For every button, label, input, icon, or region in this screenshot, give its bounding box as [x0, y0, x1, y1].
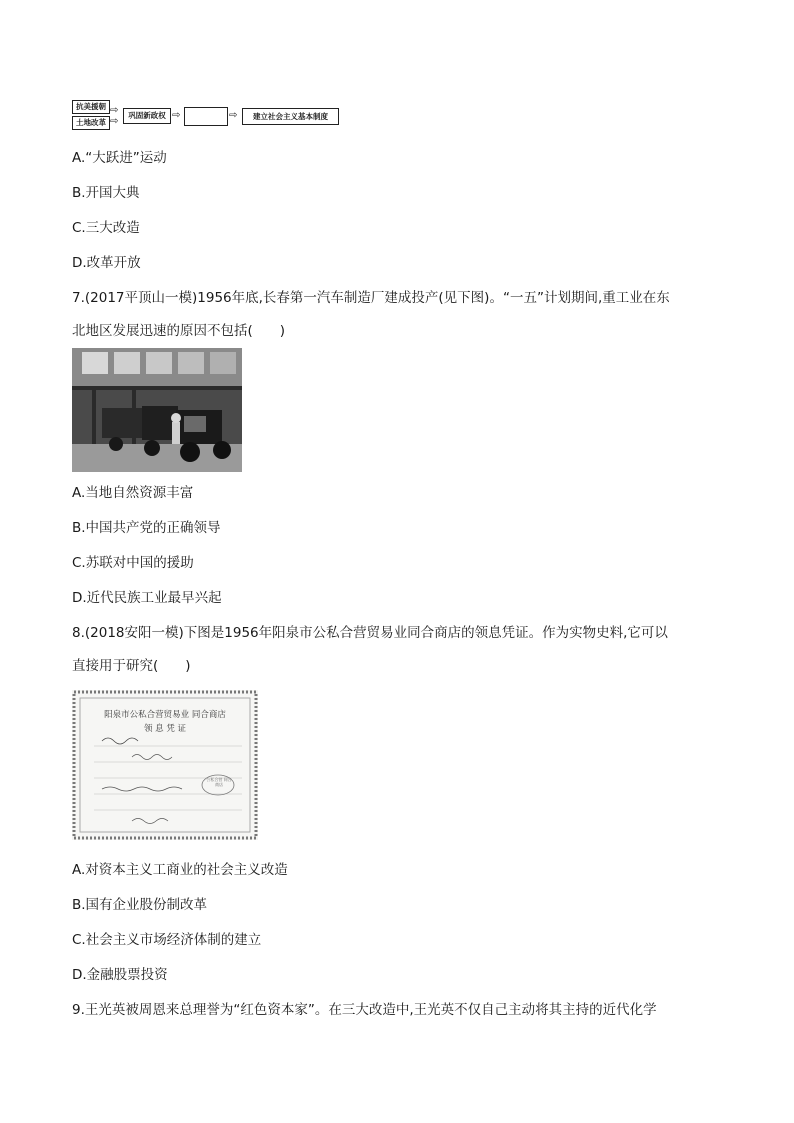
factory-photo [72, 348, 242, 472]
flowchart [72, 100, 342, 130]
q7-option-c: C.苏联对中国的援助 [72, 555, 194, 571]
flow-box-blank [184, 107, 228, 126]
q6-option-c: C.三大改造 [72, 220, 140, 236]
q6-option-a: A.“大跃进”运动 [72, 150, 167, 166]
arrow-icon: ⇨ [229, 110, 238, 121]
certificate-subtitle: 领 息 凭 证 [143, 724, 187, 734]
certificate-title: 阳泉市公私合营贸易业 同合商店 [104, 710, 226, 720]
q8-option-b: B.国有企业股份制改革 [72, 897, 208, 913]
q6-option-b: B.开国大典 [72, 185, 140, 201]
q8-option-d: D.金融股票投资 [72, 967, 168, 983]
flow-box-tudi: 土地改革 [72, 116, 110, 130]
flow-box-jianli: 建立社会主义基本制度 [242, 108, 339, 125]
q7-stem-line2: 北地区发展迅速的原因不包括( ) [72, 323, 286, 339]
dividend-certificate-image [72, 690, 258, 840]
q7-option-a: A.当地自然资源丰富 [72, 485, 194, 501]
certificate-seal: 公私合营 同合商店 [206, 777, 232, 787]
flow-box-gonggu: 巩固新政权 [123, 108, 171, 124]
arrow-icon: ⇨ [172, 110, 181, 121]
arrow-icon: ⇨ [110, 105, 119, 116]
factory-photo-illustration [72, 348, 242, 472]
q8-stem-line2: 直接用于研究( ) [72, 658, 191, 674]
q8-option-c: C.社会主义市场经济体制的建立 [72, 932, 262, 948]
q7-option-b: B.中国共产党的正确领导 [72, 520, 221, 536]
q8-option-a: A.对资本主义工商业的社会主义改造 [72, 862, 288, 878]
q7-option-d: D.近代民族工业最早兴起 [72, 590, 222, 606]
flow-box-kangmei: 抗美援朝 [72, 100, 110, 114]
q9-stem-line1: 9.王光英被周恩来总理誉为“红色资本家”。在三大改造中,王光英不仅自己主动将其主持的近代化学 [72, 1002, 657, 1018]
q7-stem-line1: 7.(2017平顶山一模)1956年底,长春第一汽车制造厂建成投产(见下图)。“一五”计划期间,重工业在东 [72, 290, 670, 306]
q8-stem-line1: 8.(2018安阳一模)下图是1956年阳泉市公私合营贸易业同合商店的领息凭证。作为实物史料,它可以 [72, 625, 668, 641]
arrow-icon: ⇨ [110, 116, 119, 127]
q6-option-d: D.改革开放 [72, 255, 141, 271]
